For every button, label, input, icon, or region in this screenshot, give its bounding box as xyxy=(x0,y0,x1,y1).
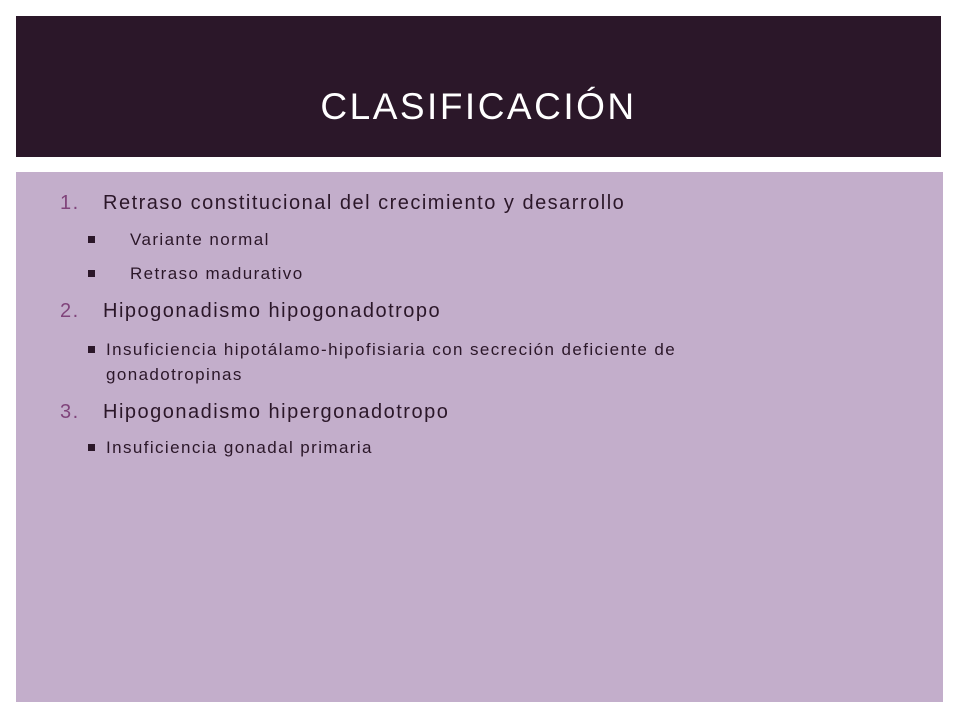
list-number: 1. xyxy=(60,192,80,214)
sub-item-text: Insuficiencia gonadal primaria xyxy=(106,438,373,457)
list-item-text: Retraso constitucional del crecimiento y desarrollo xyxy=(103,192,626,214)
list-number: 2. xyxy=(60,300,80,322)
square-bullet-icon xyxy=(88,346,95,353)
content-panel xyxy=(16,172,943,702)
square-bullet-icon xyxy=(88,444,95,451)
sub-item-text: Variante normal xyxy=(130,230,270,249)
list-item-text: Hipogonadismo hipergonadotropo xyxy=(103,401,450,423)
list-item-text: Hipogonadismo hipogonadotropo xyxy=(103,300,442,322)
list-number: 3. xyxy=(60,401,80,423)
title-bar xyxy=(16,16,941,157)
slide-title: CLASIFICACIÓN xyxy=(320,86,637,127)
sub-item-text: Retraso madurativo xyxy=(130,264,304,283)
sub-item-text-continuation: gonadotropinas xyxy=(106,365,243,384)
square-bullet-icon xyxy=(88,270,95,277)
sub-item-text: Insuficiencia hipotálamo-hipofisiaria con secreción deficiente de xyxy=(106,340,677,359)
square-bullet-icon xyxy=(88,236,95,243)
